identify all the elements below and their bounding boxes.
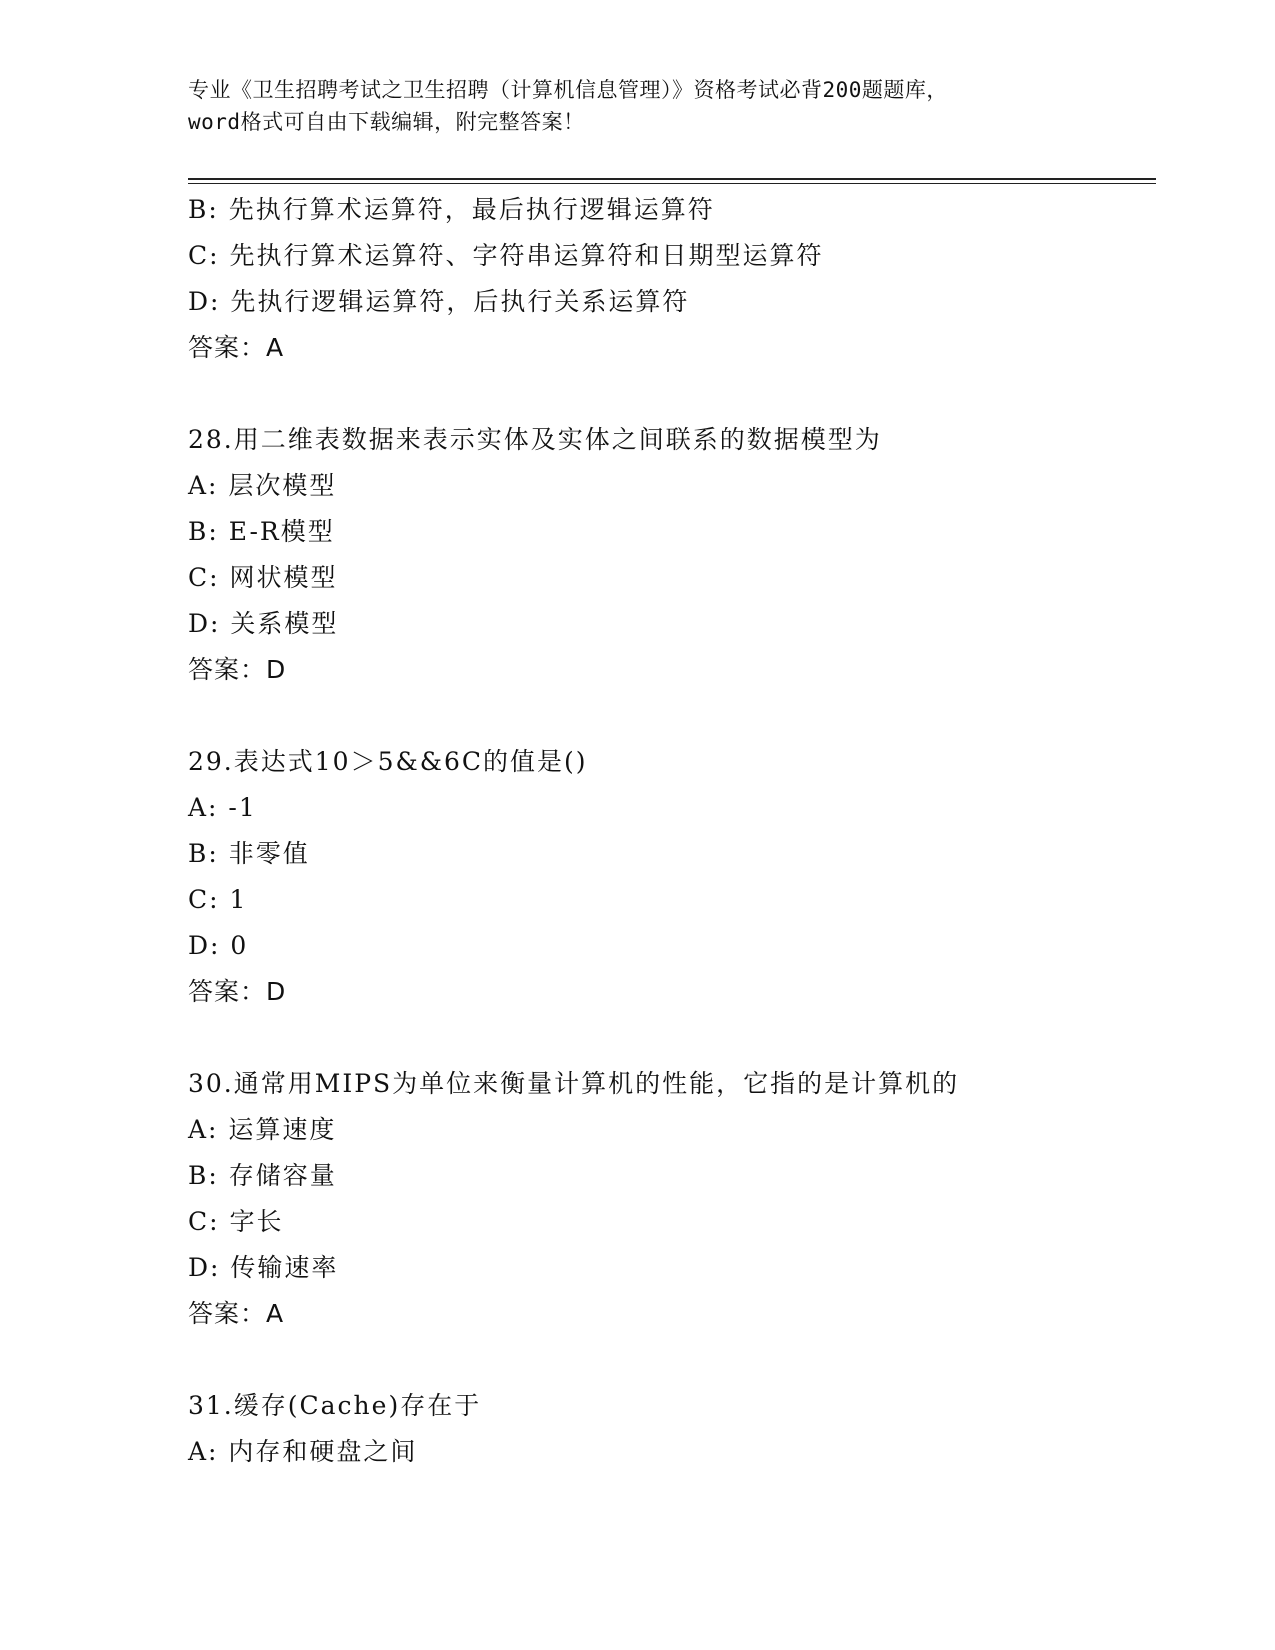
question-31	[188, 1383, 1148, 1475]
question-29	[188, 739, 1148, 1015]
spacer	[188, 1337, 1148, 1383]
option-a: A: -1	[188, 793, 257, 822]
question-list	[188, 187, 1148, 1475]
question-stem: 30.通常用MIPS为单位来衡量计算机的性能，它指的是计算机的	[188, 1069, 960, 1098]
option-d: D: 关系模型	[188, 609, 339, 638]
header-title-line-2: word格式可自由下载编辑，附完整答案！	[188, 110, 585, 134]
option-b: B: 非零值	[188, 839, 310, 868]
option-a: A: 运算速度	[188, 1115, 337, 1144]
spacer	[188, 693, 1148, 739]
option-b: B: E-R模型	[188, 517, 335, 546]
answer-label: 答案：D	[188, 655, 287, 684]
header-rule-thick	[188, 178, 1156, 180]
question-stem: 28.用二维表数据来表示实体及实体之间联系的数据模型为	[188, 425, 882, 454]
option-d: D: 先执行逻辑运算符，后执行关系运算符	[188, 287, 690, 316]
question-stem: 31.缓存(Cache)存在于	[188, 1391, 482, 1420]
option-c: C: 1	[188, 885, 248, 914]
option-a: A: 层次模型	[188, 471, 337, 500]
spacer	[188, 1015, 1148, 1061]
option-c: C: 字长	[188, 1207, 284, 1236]
question-28	[188, 417, 1148, 693]
option-a: A: 内存和硬盘之间	[188, 1437, 418, 1466]
answer-label: 答案：A	[188, 333, 285, 362]
option-d: D: 0	[188, 931, 249, 960]
option-c: C: 网状模型	[188, 563, 338, 592]
option-c: C: 先执行算术运算符、字符串运算符和日期型运算符	[188, 241, 824, 270]
header-rule-thin	[188, 183, 1156, 184]
option-b: B: 存储容量	[188, 1161, 337, 1190]
question-30	[188, 1061, 1148, 1337]
option-b: B: 先执行算术运算符，最后执行逻辑运算符	[188, 195, 715, 224]
answer-label: 答案：A	[188, 1299, 285, 1328]
document-header	[188, 74, 1088, 138]
question-stem: 29.表达式10＞5&&6C的值是()	[188, 747, 588, 776]
spacer	[188, 371, 1148, 417]
answer-label: 答案：D	[188, 977, 287, 1006]
option-d: D: 传输速率	[188, 1253, 339, 1282]
question-27-continued	[188, 187, 1148, 371]
header-title-line-1: 专业《卫生招聘考试之卫生招聘（计算机信息管理）》资格考试必背200题题库，	[188, 78, 948, 102]
